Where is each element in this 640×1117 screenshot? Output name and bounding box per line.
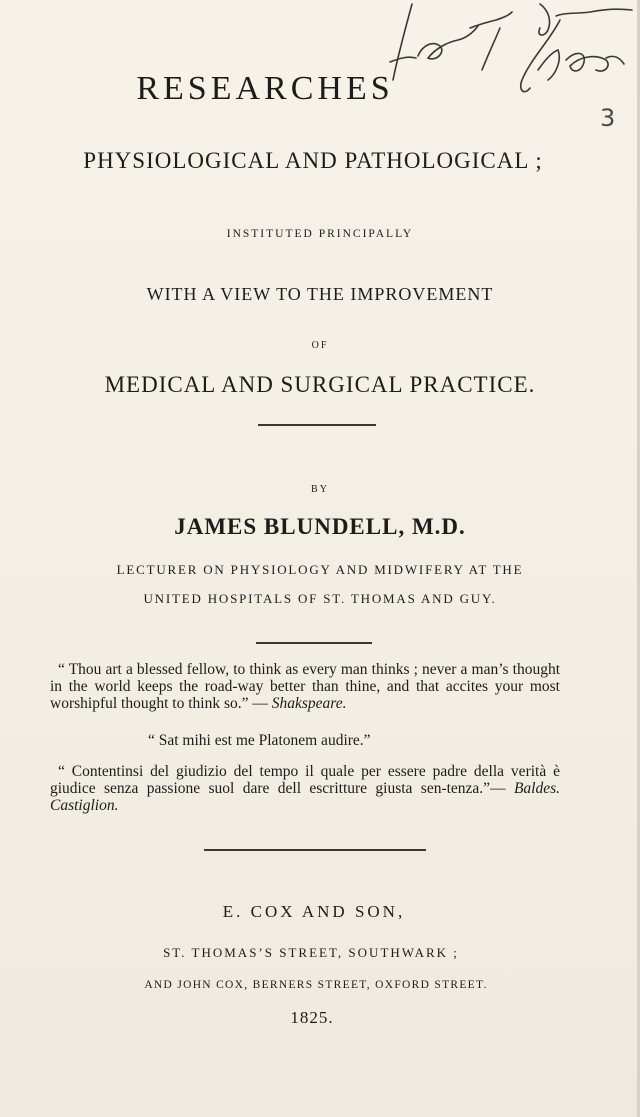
epigraph-text: “ Sat mihi est me Platonem audire.” xyxy=(148,732,371,749)
by-line: BY xyxy=(311,484,329,495)
divider-rule xyxy=(204,849,426,851)
epigraph-attribution: Baldes. Castiglion. xyxy=(50,780,561,814)
book-subtitle: PHYSIOLOGICAL AND PATHOLOGICAL ; xyxy=(83,148,543,173)
divider-rule xyxy=(256,642,372,644)
author-name: JAMES BLUNDELL, M.D. xyxy=(174,514,466,539)
divider-rule xyxy=(258,424,376,426)
publisher-address-1: ST. THOMAS’S STREET, SOUTHWARK ; xyxy=(163,945,459,960)
view-line: WITH A VIEW TO THE IMPROVEMENT xyxy=(146,284,494,304)
of-line: OF xyxy=(311,340,329,351)
author-role-line-2: UNITED HOSPITALS OF ST. THOMAS AND GUY. xyxy=(143,591,497,606)
publication-year: 1825. xyxy=(290,1008,334,1027)
epigraph-castiglione xyxy=(50,763,560,814)
publisher-address-2: AND JOHN COX, BERNERS STREET, OXFORD STREET. xyxy=(144,979,488,991)
subject-line: MEDICAL AND SURGICAL PRACTICE. xyxy=(104,372,536,397)
shelfmark-annotation: 3 xyxy=(600,104,616,132)
handwritten-signature xyxy=(0,0,640,130)
instituted-line: INSTITUTED PRINCIPALLY xyxy=(226,228,414,240)
epigraph-latin xyxy=(148,732,548,749)
publisher: E. COX AND SON, xyxy=(222,902,406,921)
epigraph-text: “ Contentinsi del giudizio del tempo il quale per essere padre della verità è giudice senza passione suol dare dell escritture giusta sen-tenza.”— xyxy=(50,763,560,797)
epigraph-text: “ Thou art a blessed fellow, to think as every man thinks ; never a man’s thought in the world keeps the road-way better than thine, and that accites your most worshipful thought to think so.” — xyxy=(50,661,560,712)
epigraph-shakespeare xyxy=(50,661,560,712)
author-role-line-1: LECTURER ON PHYSIOLOGY AND MIDWIFERY AT THE xyxy=(116,562,524,577)
epigraph-attribution: Shakspeare. xyxy=(271,695,347,712)
book-title: RESEARCHES xyxy=(136,70,394,107)
